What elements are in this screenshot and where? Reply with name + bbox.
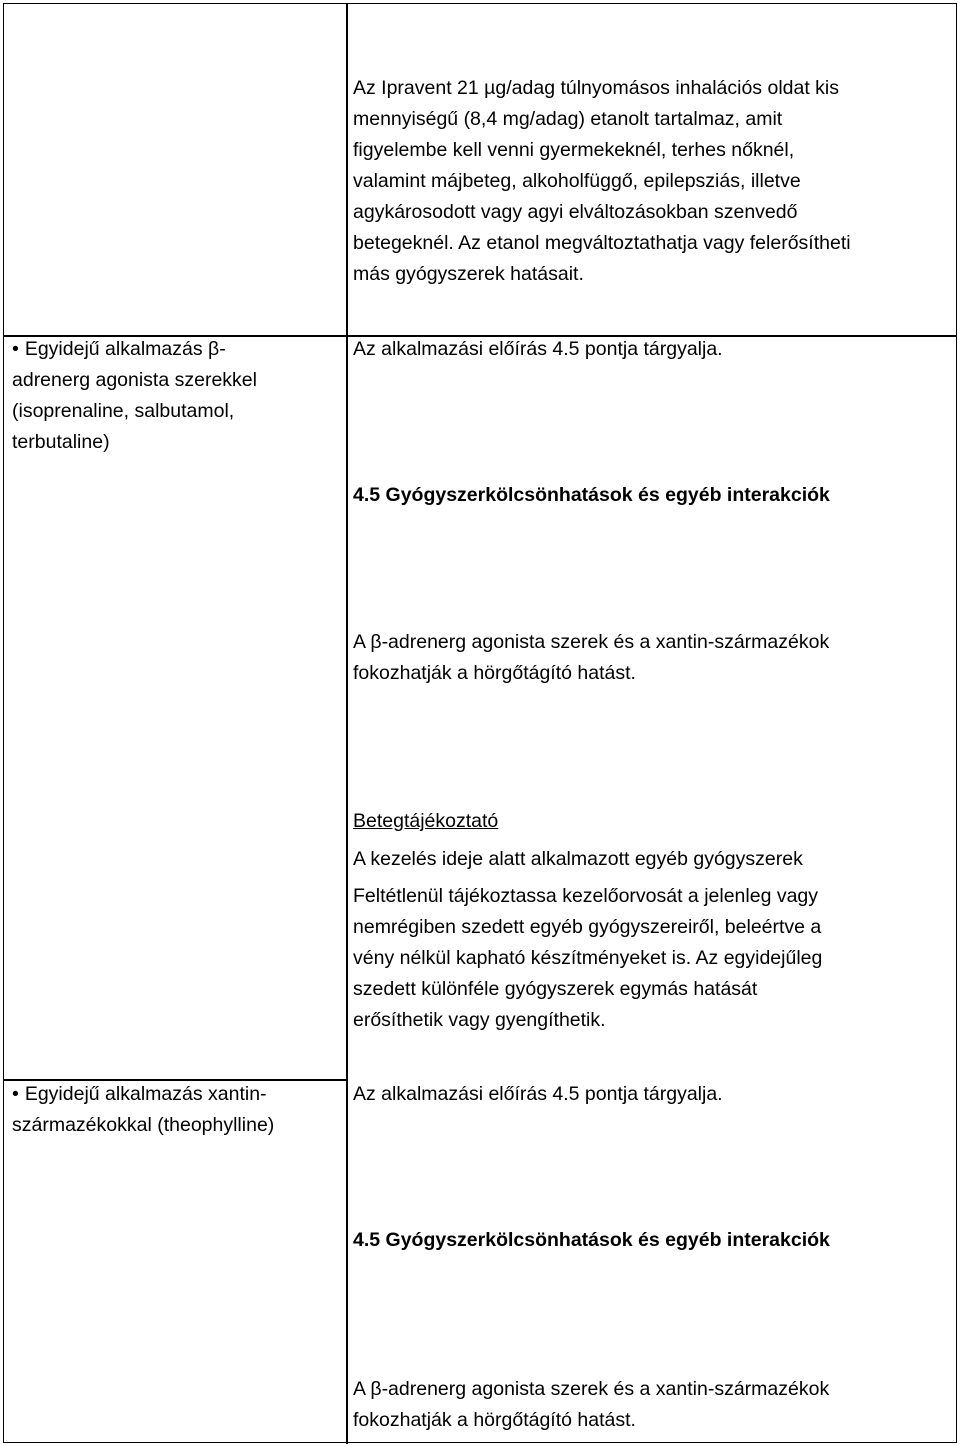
text-line: mennyiségű (8,4 mg/adag) etanolt tartalmaz, amit xyxy=(353,108,783,130)
beta-adrenergic-interaction-label xyxy=(12,334,332,458)
text-line: (isoprenaline, salbutamol, xyxy=(12,400,235,422)
text-line: szedett különféle gyógyszerek egymás hatását xyxy=(353,978,758,1000)
xanthine-interaction-label xyxy=(12,1079,332,1141)
text-line: figyelembe kell venni gyermekeknél, terhes nőknél, xyxy=(353,139,795,161)
bullet-line: • Egyidejű alkalmazás xantin- xyxy=(12,1079,332,1110)
section-body xyxy=(353,627,943,689)
text-line: erősíthetik vagy gyengíthetik. xyxy=(353,1009,606,1031)
text-line: Az Ipravent 21 µg/adag túlnyomásos inhalációs oldat kis xyxy=(353,77,840,99)
column-divider xyxy=(346,4,348,1444)
patient-info-body xyxy=(353,881,943,1036)
patient-info-heading: Betegtájékoztató xyxy=(353,810,499,832)
section-body xyxy=(353,1374,943,1436)
text-line: más gyógyszerek hatásait. xyxy=(353,263,584,285)
section-heading: 4.5 Gyógyszerkölcsönhatások és egyéb interakciók xyxy=(353,1229,830,1251)
text-line: fokozhatják a hörgőtágító hatást. xyxy=(353,662,636,684)
text-line: származékokkal (theophylline) xyxy=(12,1114,275,1136)
text-line: Feltétlenül tájékoztassa kezelőorvosát a jelenleg vagy xyxy=(353,885,819,907)
patient-info-subheading: A kezelés ideje alatt alkalmazott egyéb gyógyszerek xyxy=(353,848,803,870)
reference-text: Az alkalmazási előírás 4.5 pontja tárgyalja. xyxy=(353,1083,723,1105)
text-line: vény nélkül kapható készítményeket is. Az egyidejűleg xyxy=(353,947,823,969)
text-line: terbutaline) xyxy=(12,431,110,453)
text-line: betegeknél. Az etanol megváltoztathatja vagy felerősítheti xyxy=(353,232,851,254)
section-heading: 4.5 Gyógyszerkölcsönhatások és egyéb interakciók xyxy=(353,484,830,506)
text-line: fokozhatják a hörgőtágító hatást. xyxy=(353,1409,636,1431)
reference-text: Az alkalmazási előírás 4.5 pontja tárgyalja. xyxy=(353,338,723,360)
text-line: valamint májbeteg, alkoholfüggő, epilepsziás, illetve xyxy=(353,170,801,192)
text-line: A β-adrenerg agonista szerek és a xantin-származékok xyxy=(353,1378,830,1400)
text-line: adrenerg agonista szerekkel xyxy=(12,369,257,391)
ethanol-warning-text xyxy=(353,73,943,290)
bullet-line: • Egyidejű alkalmazás β- xyxy=(12,334,332,365)
text-line: nemrégiben szedett egyéb gyógyszereiről, beleértve a xyxy=(353,916,822,938)
text-line: agykárosodott vagy agyi elváltozásokban szenvedő xyxy=(353,201,798,223)
text-line: A β-adrenerg agonista szerek és a xantin-származékok xyxy=(353,631,830,653)
